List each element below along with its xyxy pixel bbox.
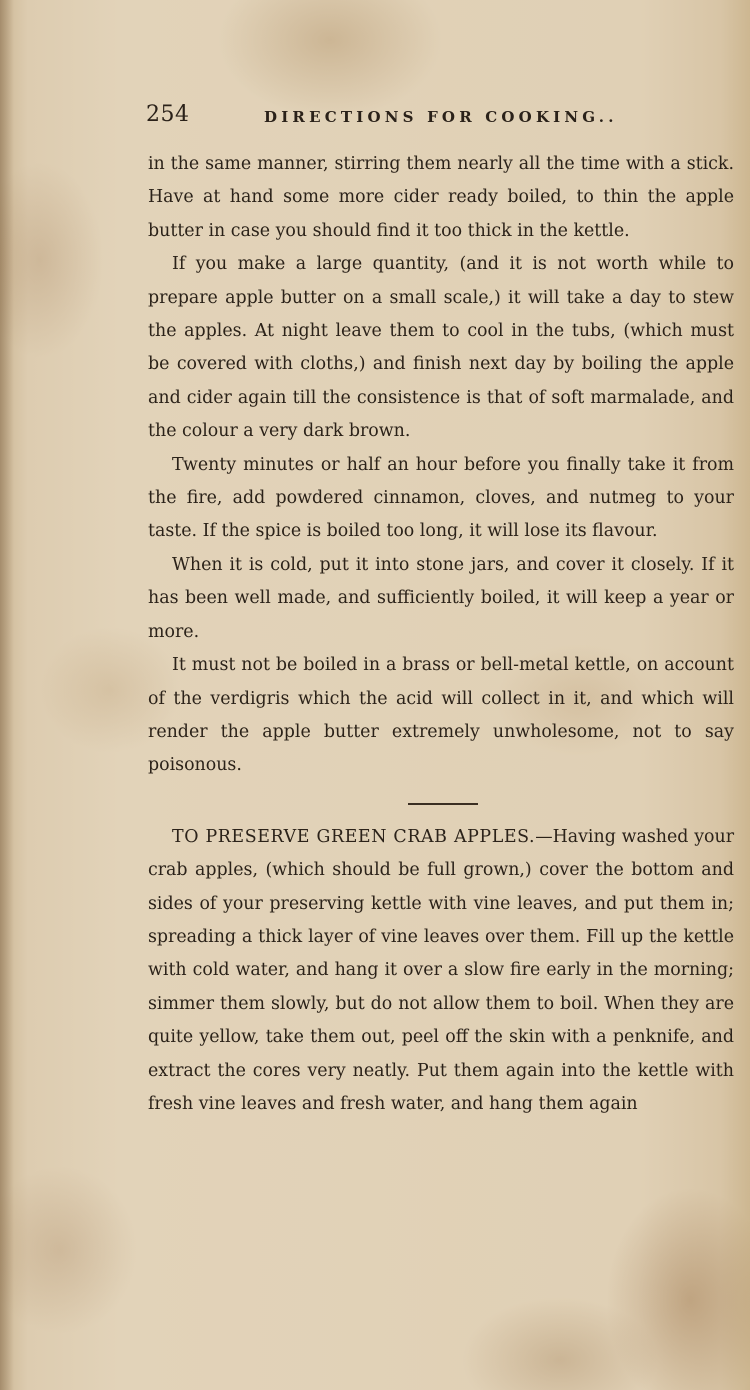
paragraph-continued: in the same manner, stirring them nearly all the time with a stick. Have at hand some more cider ready boiled, to thin the apple butter in case you should find it too thick in the kettle.	[148, 154, 734, 241]
body-text	[148, 148, 734, 1121]
paragraph: Twenty minutes or half an hour before you finally take it from the fire, add powdered cinnamon, cloves, and nutmeg to your taste. If the spice is boiled too long, it will lose its flavour.	[148, 454, 734, 542]
paragraph: If you make a large quantity, (and it is not worth while to prepare apple butter on a small scale,) it will take a day to stew the apples. At night leave them to cool in the tubs, (which must be covered with cloths,) and finish next day by boiling the apple and cider again till the consistence is that of soft marmalade, and the colour a very dark brown.	[148, 254, 734, 442]
page-number: 254	[146, 102, 190, 127]
page-header	[146, 100, 736, 134]
page-gutter-shadow	[0, 0, 14, 1390]
recipe-paragraph	[148, 821, 734, 1122]
paragraph: When it is cold, put it into stone jars, and cover it closely. If it has been well made, and sufficiently boiled, it will keep a year or more.	[148, 554, 734, 642]
running-head: DIRECTIONS FOR COOKING..	[264, 108, 618, 126]
recipe-title: TO PRESERVE GREEN CRAB APPLES.	[172, 826, 536, 847]
paragraph: It must not be boiled in a brass or bell-metal kettle, on account of the verdigris which the acid will collect in it, and which will render the apple butter extremely unwholesome, not to say poisonous.	[148, 655, 734, 776]
section-divider	[408, 803, 478, 805]
recipe-body: —Having washed your crab apples, (which should be full grown,) cover the bottom and sides of your preserving kettle with vine leaves, and put them in; spreading a thick layer of vine leaves over them. Fill up the kettle with cold water, and hang it over a slow fire early in the morning; simmer them slowly, but do not allow them to boil. When they are quite yellow, take them out, peel off the skin with a penknife, and extract the cores very neatly. Put them again into the kettle with fresh vine leaves and fresh water, and hang them again	[148, 826, 735, 1114]
